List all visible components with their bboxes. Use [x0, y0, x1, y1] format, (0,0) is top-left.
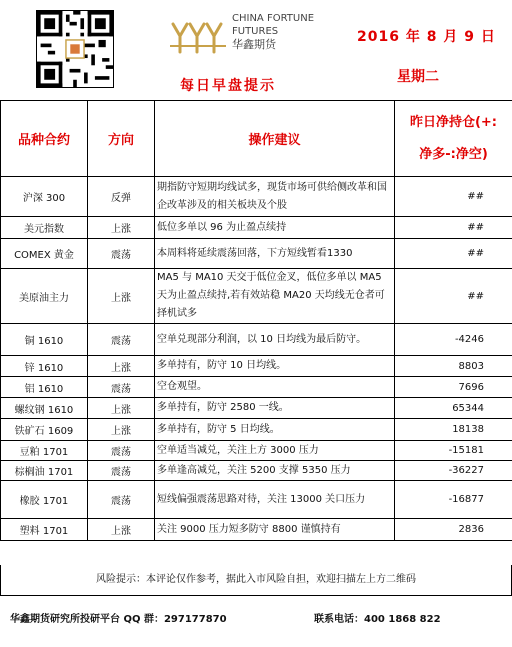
direction-cell: 震荡 [88, 441, 155, 461]
table-row [1, 441, 512, 461]
position-cell: ## [395, 269, 512, 324]
table-row [1, 239, 512, 269]
contract-cell: 沪深 300 [1, 177, 88, 217]
risk-notice: 风险提示：本评论仅作参考，据此入市风险自担，欢迎扫描左上方二维码 [0, 565, 512, 596]
position-cell: -15181 [395, 441, 512, 461]
advice-cell: 关注 9000 压力短多防守 8800 谨慎持有 [155, 519, 395, 541]
footer [0, 600, 510, 636]
contract-cell: 美原油主力 [1, 269, 88, 324]
header-advice: 操作建议 [155, 101, 395, 177]
header-direction: 方向 [88, 101, 155, 177]
table-row [1, 461, 512, 481]
position-cell: 8803 [395, 356, 512, 377]
direction-cell: 上涨 [88, 269, 155, 324]
contract-cell: 棕榈油 1701 [1, 461, 88, 481]
direction-cell: 上涨 [88, 217, 155, 239]
contract-cell: 锌 1610 [1, 356, 88, 377]
contract-cell: 铜 1610 [1, 324, 88, 356]
table-row [1, 356, 512, 377]
position-cell: -36227 [395, 461, 512, 481]
position-cell: -4246 [395, 324, 512, 356]
advice-cell: 低位多单以 96 为止盈点续持 [155, 217, 395, 239]
table-row [1, 269, 512, 324]
direction-cell: 反弹 [88, 177, 155, 217]
table-row [1, 324, 512, 356]
advice-cell: 本周料将延续震荡回落，下方短线暂看1330 [155, 239, 395, 269]
advice-cell: 多单持有，防守 2580 一线。 [155, 398, 395, 419]
header-position [395, 101, 512, 177]
company-name-en-1: CHINA FORTUNE [232, 13, 315, 24]
table-row [1, 217, 512, 239]
contract-cell: 塑料 1701 [1, 519, 88, 541]
position-cell: 7696 [395, 377, 512, 398]
position-cell: ## [395, 177, 512, 217]
table-row [1, 419, 512, 441]
direction-cell: 上涨 [88, 419, 155, 441]
table-row [1, 377, 512, 398]
company-name-cn: 华鑫期货 [232, 38, 276, 51]
direction-cell: 上涨 [88, 356, 155, 377]
qq-group-label: 华鑫期货研究所投研平台 QQ 群：297177870 [10, 614, 227, 625]
advice-cell: 空单适当减兑，关注上方 3000 压力 [155, 441, 395, 461]
direction-cell: 上涨 [88, 398, 155, 419]
qr-code[interactable] [36, 10, 114, 88]
position-cell: 65344 [395, 398, 512, 419]
table-row [1, 398, 512, 419]
company-logo [168, 16, 228, 56]
direction-cell: 震荡 [88, 239, 155, 269]
recommendation-table [0, 100, 512, 541]
company-name-en-2: FUTURES [232, 26, 279, 37]
table-header-row [1, 101, 512, 177]
advice-cell: 空仓观望。 [155, 377, 395, 398]
contract-cell: 美元指数 [1, 217, 88, 239]
direction-cell: 震荡 [88, 324, 155, 356]
table-row [1, 519, 512, 541]
table-row [1, 481, 512, 519]
position-cell: -16877 [395, 481, 512, 519]
advice-cell: MA5 与 MA10 天交于低位金叉，低位多单以 MA5 天为止盈点续持,若有效站稳 MA20 天均线无仓者可择机试多 [155, 269, 395, 324]
report-weekday: 星期二 [397, 69, 439, 85]
advice-cell: 期指防守短期均线试多，现货市场可供给侧改革和国企改革涉及的相关板块及个股 [155, 177, 395, 217]
contract-cell: 豆粕 1701 [1, 441, 88, 461]
contract-cell: 铝 1610 [1, 377, 88, 398]
header-position-line1: 昨日净持仓(+: [409, 114, 498, 130]
contract-cell: 铁矿石 1609 [1, 419, 88, 441]
direction-cell: 震荡 [88, 481, 155, 519]
table-row [1, 177, 512, 217]
position-cell: 18138 [395, 419, 512, 441]
direction-cell: 上涨 [88, 519, 155, 541]
contract-cell: COMEX 黄金 [1, 239, 88, 269]
direction-cell: 震荡 [88, 461, 155, 481]
report-title: 每日早盘提示 [180, 78, 276, 94]
advice-cell: 多单逢高减兑，关注 5200 支撑 5350 压力 [155, 461, 395, 481]
contract-cell: 橡胶 1701 [1, 481, 88, 519]
company-name [232, 12, 352, 51]
position-cell: 2836 [395, 519, 512, 541]
advice-cell: 多单持有，防守 10 日均线。 [155, 356, 395, 377]
position-cell: ## [395, 239, 512, 269]
position-cell: ## [395, 217, 512, 239]
direction-cell: 震荡 [88, 377, 155, 398]
advice-cell: 空单兑现部分利润，以 10 日均线为最后防守。 [155, 324, 395, 356]
contract-cell: 螺纹钢 1610 [1, 398, 88, 419]
header-position-line2: 净多-:净空) [419, 146, 488, 162]
phone-label: 联系电话：400 1868 822 [314, 614, 441, 625]
report-date: 2016 年 8 月 9 日 [357, 29, 496, 45]
table-body [1, 177, 512, 541]
advice-cell: 短线偏强震荡思路对待，关注 13000 关口压力 [155, 481, 395, 519]
header [0, 0, 512, 100]
advice-cell: 多单持有，防守 5 日均线。 [155, 419, 395, 441]
header-contract: 品种合约 [1, 101, 88, 177]
